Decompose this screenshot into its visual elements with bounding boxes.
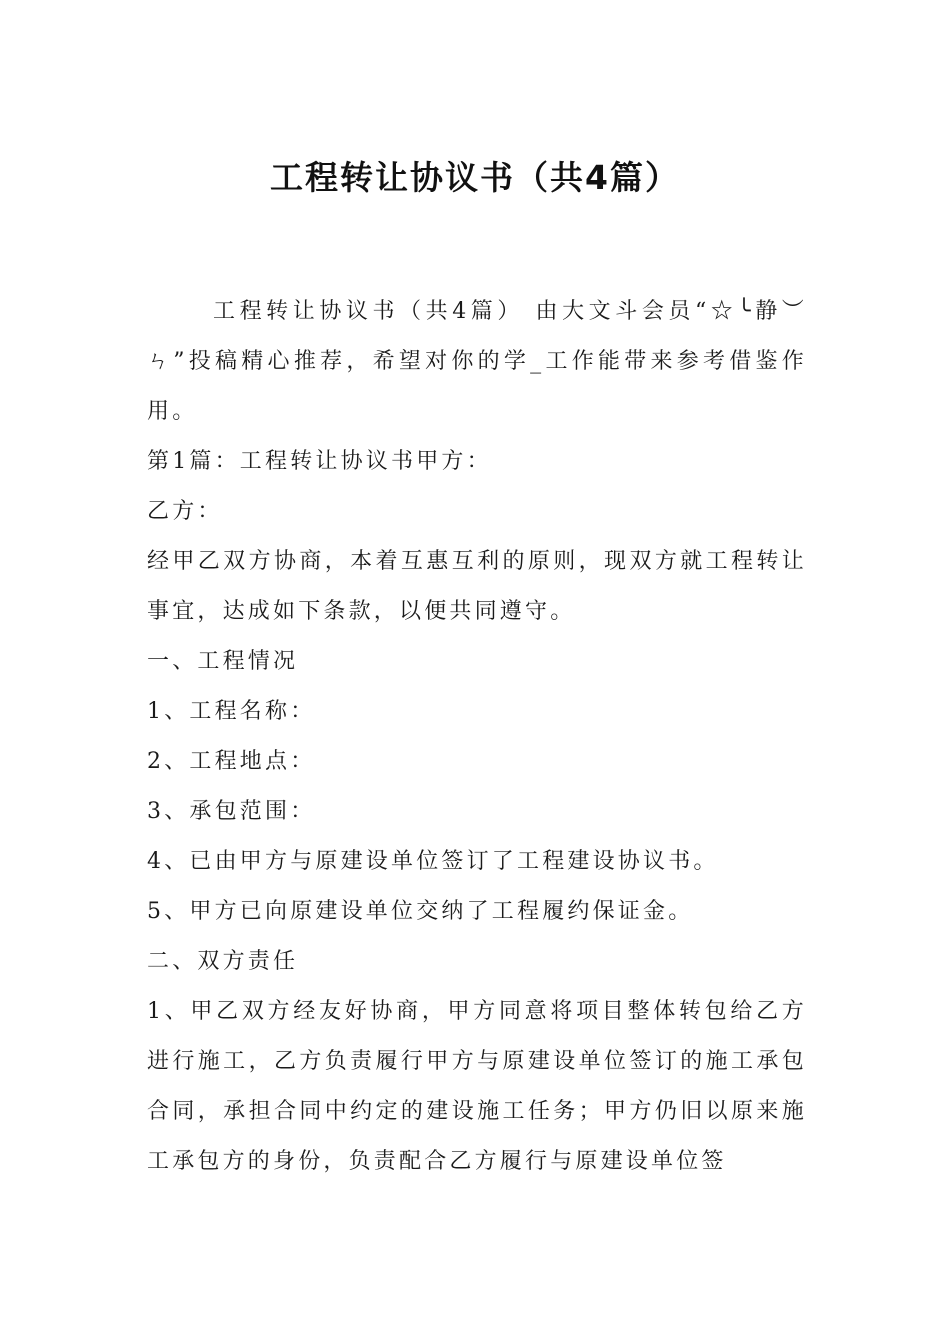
clause-contract-scope: 3、承包范围： [147, 799, 316, 824]
clause-performance-bond: 5、甲方已向原建设单位交纳了工程履约保证金。 [147, 899, 694, 924]
intro-paragraph: 工程转让协议书（共4篇） 由大文斗会员“☆╰静︶ㄣ”投稿精心推荐，希望对你的学_工作能带来参考借鉴作用。 [147, 299, 807, 424]
clause-project-name: 1、工程名称： [147, 699, 316, 724]
section-heading-project: 一、工程情况 [147, 649, 299, 674]
document-body [147, 287, 807, 1187]
clause-project-location: 2、工程地点： [147, 749, 316, 774]
clause-signed-agreement: 4、已由甲方与原建设单位签订了工程建设协议书。 [147, 849, 719, 874]
agreement-preamble: 经甲乙双方协商，本着互惠互利的原则，现双方就工程转让事宜，达成如下条款，以便共同遵守。 [147, 549, 807, 624]
section-heading-part1: 第1篇：工程转让协议书甲方： [147, 449, 492, 474]
clause-responsibility-1: 1、甲乙双方经友好协商，甲方同意将项目整体转包给乙方进行施工，乙方负责履行甲方与原建设单位签订的施工承包合同，承担合同中约定的建设施工任务；甲方仍旧以原来施工承包方的身份，负责配合乙方履行与原建设单位签 [147, 999, 807, 1174]
document-title: 工程转让协议书（共4篇） [270, 158, 680, 197]
section-heading-responsibilities: 二、双方责任 [147, 949, 299, 974]
party-b-line: 乙方： [147, 499, 223, 524]
